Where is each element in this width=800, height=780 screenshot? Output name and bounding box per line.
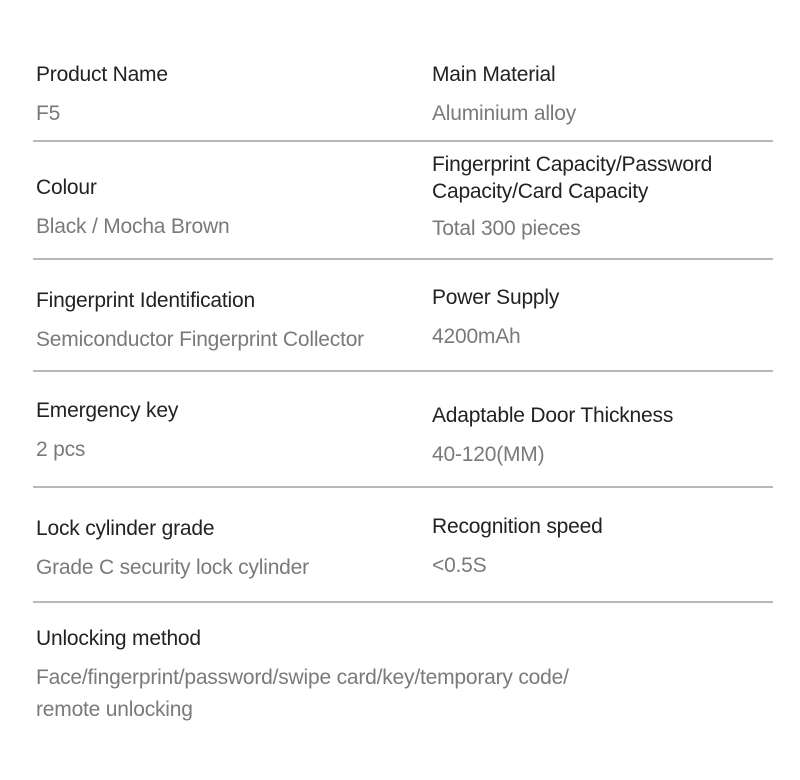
spec-label: Product Name: [36, 63, 168, 86]
row-divider: [33, 601, 773, 603]
spec-label: Recognition speed: [432, 515, 603, 538]
row-divider: [33, 258, 773, 260]
spec-value: Black / Mocha Brown: [36, 215, 230, 238]
spec-value: F5: [36, 102, 61, 125]
spec-value: 40-120(MM): [432, 443, 545, 466]
row-divider: [33, 370, 773, 372]
spec-label: Unlocking method: [36, 627, 201, 650]
spec-value: <0.5S: [432, 554, 487, 577]
spec-main-material: [432, 61, 800, 130]
spec-colour: [36, 174, 416, 243]
spec-value: Aluminium alloy: [432, 102, 577, 125]
spec-value: 2 pcs: [36, 438, 86, 461]
spec-unlocking-method: [36, 625, 676, 726]
spec-label: Fingerprint Identification: [36, 289, 255, 312]
row-divider: [33, 486, 773, 488]
spec-label: Colour: [36, 176, 97, 199]
spec-power-supply: [432, 284, 800, 353]
spec-label: Power Supply: [432, 286, 560, 309]
spec-value: Semiconductor Fingerprint Collector: [36, 328, 364, 351]
spec-label: Fingerprint Capacity/Password Capacity/Card Capacity: [432, 153, 713, 203]
spec-value: 4200mAh: [432, 325, 521, 348]
spec-recognition-speed: [432, 513, 800, 582]
spec-label: Main Material: [432, 63, 556, 86]
spec-value: Total 300 pieces: [432, 217, 581, 240]
row-divider: [33, 140, 773, 142]
spec-product-name: [36, 61, 416, 130]
spec-label: Adaptable Door Thickness: [432, 404, 674, 427]
spec-capacity: [432, 151, 777, 245]
spec-label: Emergency key: [36, 399, 179, 422]
spec-lock-cylinder: [36, 515, 416, 584]
spec-door-thickness: [432, 402, 800, 471]
spec-value: Grade C security lock cylinder: [36, 556, 309, 579]
spec-fingerprint-identification: [36, 287, 416, 356]
spec-label: Lock cylinder grade: [36, 517, 215, 540]
spec-value: Face/fingerprint/password/swipe card/key/temporary code/ remote unlocking: [36, 666, 569, 721]
spec-emergency-key: [36, 397, 416, 466]
